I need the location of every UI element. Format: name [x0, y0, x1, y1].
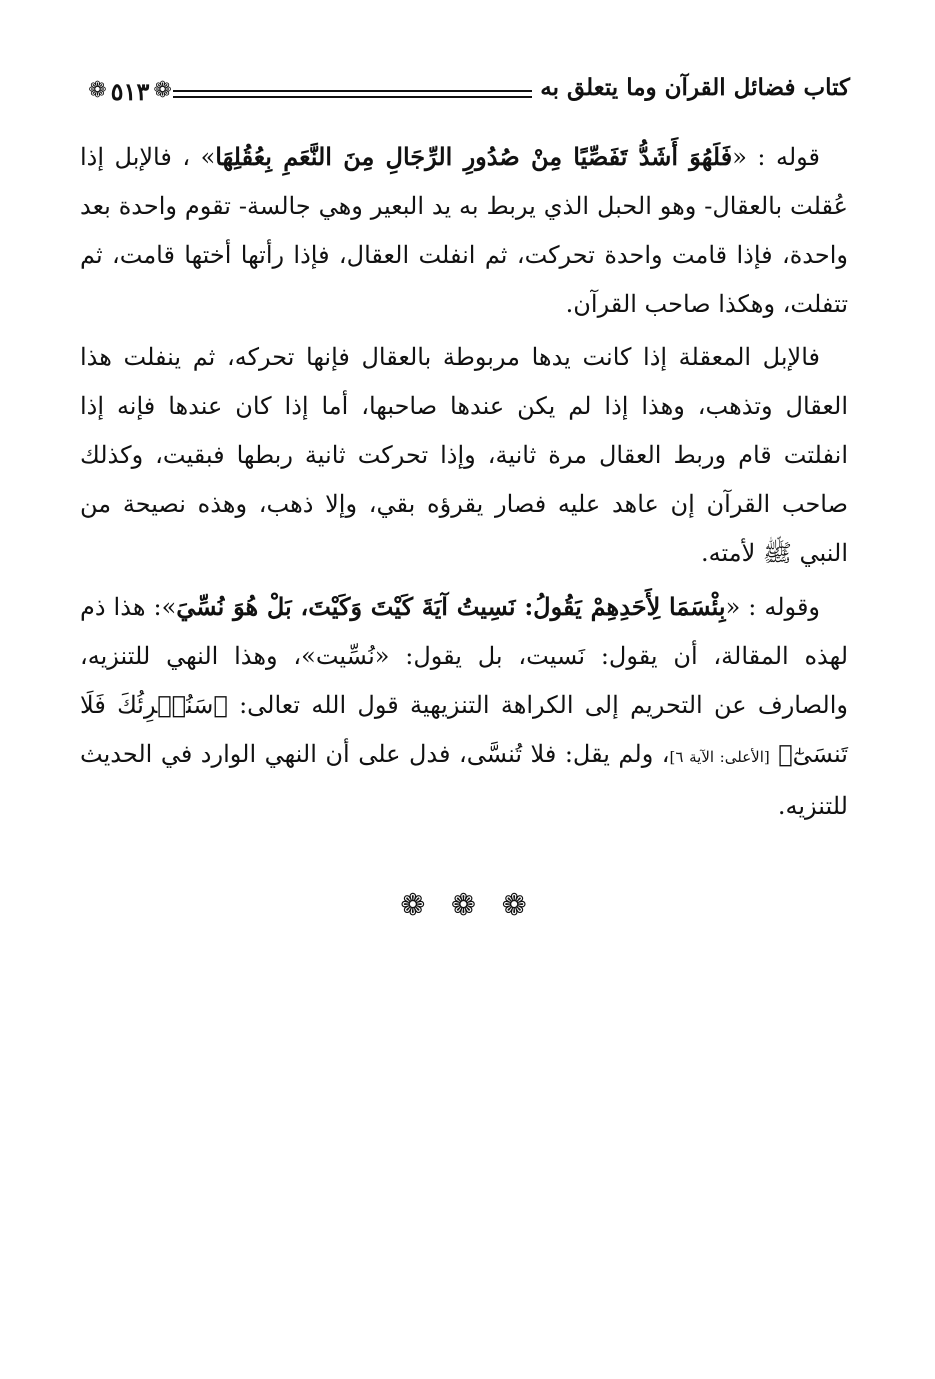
verse-citation: [الأعلى: الآية ٦] — [669, 748, 770, 766]
hadith-quote-1: فَلَهُوَ أَشَدُّ تَفَصِّيًا مِنْ صُدُورِ الرِّجَالِ مِنَ النَّعَمِ بِعُقُلِهَا — [215, 142, 733, 171]
ornament-left-icon: ❁ — [88, 78, 107, 103]
paragraph-3-lead: وقوله : « — [725, 593, 821, 621]
page-number-badge — [85, 70, 175, 112]
page-header — [85, 68, 850, 118]
ornament-right-icon: ❁ — [153, 78, 172, 103]
paragraph-2: فالإبل المعقلة إذا كانت يدها مربوطة بالعقال فإنها تحركه، ثم ينفلت هذا العقال وتذهب، وهذا إذا لم يكن عندها صاحبها، أما إذا كان عندها فإنه إذا انفلتت قام وربط العقال مرة ثانية، وإذا تحركت ثانية ربطها فبقيت، وكذلك صاحب القرآن إن عاهد عليه فصار يقرؤه بقي، وإلا ذهب، وهذه نصيحة من النبي ﷺ لأمته. — [80, 343, 848, 567]
paragraph-3-mid: »: هذا ذم لهذه المقالة، أن يقول: نَسيت، بل يقول: «نُسِّيت»، وهذا النهي للتنزيه، والصارف عن التحريم إلى الكراهة التنزيهية قول الله تعالى: — [80, 593, 848, 719]
header-rule — [173, 90, 532, 98]
paragraph-1-lead: قوله : « — [732, 143, 820, 171]
quran-verse: ﴿سَنُقۡرِئُكَ فَلَا تَنسَىٰٓ﴾ — [80, 691, 848, 768]
paragraph-3 — [80, 582, 848, 831]
paragraph-1-tail: » ، فالإبل إذا عُقلت بالعقال- وهو الحبل الذي يربط به يد البعير وهي جالسة- تقوم واحدة بعد واحدة، فإذا قامت واحدة تحركت، ثم انفلت العقال، فإذا رأتها أختها قامت، ثم تتفلت، وهكذا صاحب القرآن. — [80, 143, 848, 318]
running-title: كتاب فضائل القرآن وما يتعلق به — [540, 74, 850, 101]
section-separator-icon: ❁ ❁ ❁ — [400, 888, 535, 923]
hadith-quote-2: بِئْسَمَا لِأَحَدِهِمْ يَقُولُ: نَسِيتُ آيَةَ كَيْتَ وَكَيْتَ، بَلْ هُوَ نُسِّيَ — [176, 592, 726, 621]
page-number: ٥١٣ — [110, 76, 150, 106]
paragraph-3-tail: ، ولم يقل: فلا تُنسَّى، فدل على أن النهي الوارد في الحديث للتنزيه. — [80, 740, 848, 820]
paragraph-1 — [80, 132, 848, 329]
main-text — [80, 132, 848, 835]
